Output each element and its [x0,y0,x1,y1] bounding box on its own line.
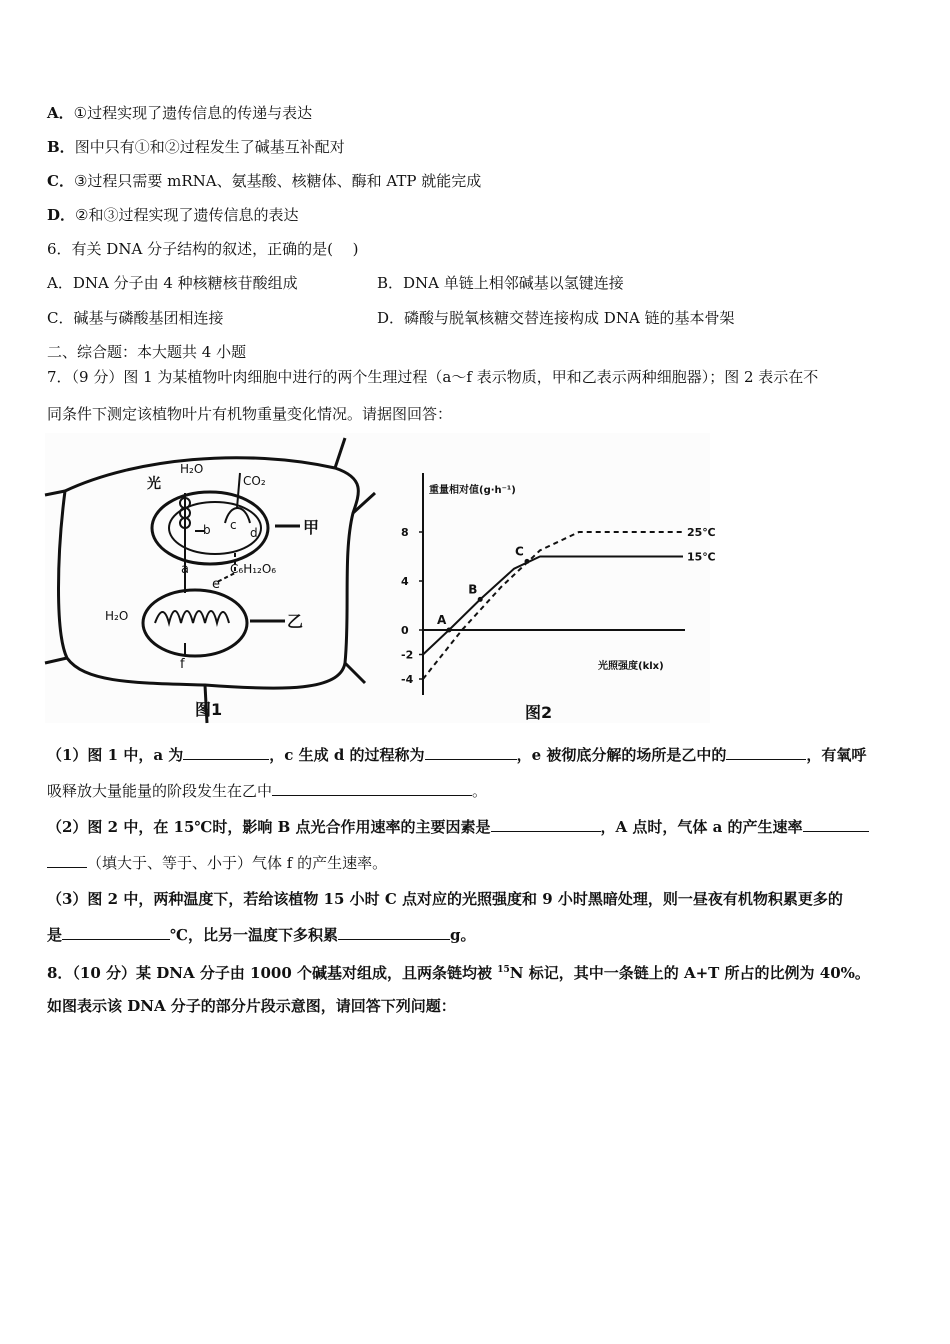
blank-2[interactable] [425,745,517,760]
figure-2-caption: 图2 [525,703,553,722]
chart-legend-label: 15℃ [687,550,716,564]
label-f: f [180,657,185,672]
q7-part3-line2: 是 ℃，比另一温度下多积累 g。 [47,926,476,944]
q6-option-a: A．DNA 分子由 4 种核糖核苷酸组成 [47,274,298,292]
q6-row-1 [47,273,847,293]
q6-row-2 [47,308,847,328]
blank-8[interactable] [338,925,450,940]
q8-stem-line2: 如图表示该 DNA 分子的部分片段示意图，请回答下列问题： [47,997,456,1015]
chart-y-tick-label: 8 [401,526,409,539]
label-b: b [203,523,211,537]
blank-7[interactable] [62,925,170,940]
q5-option-d: D．②和③过程实现了遗传信息的表达 [47,206,299,224]
chart-y-label: 重量相对值(g·h⁻¹) [429,485,516,496]
figure-1-caption: 图1 [195,700,223,719]
label-co2: CO₂ [243,474,266,488]
chart-y-tick-label: -2 [401,648,414,662]
blank-6-continued[interactable] [47,853,87,868]
label-c: c [230,518,237,532]
chart-y-tick-label: -4 [401,673,414,686]
label-jia: 甲 [303,518,320,537]
q6-option-b: B．DNA 单链上相邻碱基以氢键连接 [377,274,624,292]
q5-option-c: C．③过程只需要 mRNA、氨基酸、核糖体、酶和 ATP 就能完成 [47,172,482,190]
q7-stem-line2: 同条件下测定该植物叶片有机物重量变化情况。请据图回答： [47,405,453,423]
label-e: e [212,577,220,592]
q7-part2-line2: （填大于、等于、小于）气体 f 的产生速率。 [47,853,387,873]
label-light: 光 [147,476,161,492]
chart-point [525,559,530,564]
label-h2o-top: H₂O [180,462,204,476]
chart-y-tick-label: 0 [401,624,409,637]
q5-option-b: B．图中只有①和②过程发生了碱基互补配对 [47,138,345,156]
blank-6[interactable] [803,817,869,832]
chart-legend-label: 25℃ [687,526,716,539]
blank-3[interactable] [726,745,806,760]
q7-stem-line1: 7．（9 分）图 1 为某植物叶肉细胞中进行的两个生理过程（a～f 表示物质，甲和乙表示两种细胞器）；图 2 表示在不 [47,368,819,386]
q7-part3-line1: （3）图 2 中，两种温度下，若给该植物 15 小时 C 点对应的光照强度和 9 小时黑暗处理，则一昼夜有机物积累更多的 [47,890,843,908]
figure-background [45,433,710,723]
q6-option-c: C．碱基与磷酸基团相连接 [47,309,224,327]
q7-part1-line2: 吸释放大量能量的阶段发生在乙中 。 [47,782,488,800]
figure-1-and-2 [45,433,716,723]
q5-option-a: A．①过程实现了遗传信息的传递与表达 [47,104,313,122]
chart-point-label: B [468,582,478,597]
chart-y-tick-label: 4 [401,575,409,588]
label-c6h12o6: C₆H₁₂O₆ [230,562,277,576]
blank-4[interactable] [272,781,472,796]
label-h2o-left: H₂O [105,609,129,623]
chart-point [447,628,452,633]
q7-part1-line1: （1）图 1 中，a 为 ，c 生成 d 的过程称为 ，e 被彻底分解的场所是乙中的 ，有氧呼 [47,746,867,764]
q6-stem: 6．有关 DNA 分子结构的叙述，正确的是( ) [47,240,359,258]
q8-stem-line1: 8．（10 分）某 DNA 分子由 1000 个碱基对组成，且两条链均被 $^{15}$N 标记，其中一条链上的 A+T 所占的比例为 40%。 [47,964,870,982]
label-yi: 乙 [287,612,304,631]
chart-point-label: A [437,613,447,627]
label-d: d [250,526,258,540]
chart-x-label: 光照强度(klx) [598,661,664,672]
blank-1[interactable] [183,745,269,760]
chart-point [478,597,483,602]
q7-part2-line1: （2）图 2 中，在 15℃时，影响 B 点光合作用速率的主要因素是 ，A 点时，气体 a 的产生速率 [47,817,869,837]
label-a: a [181,562,189,577]
chart-point-label: C [515,544,524,559]
section-heading: 二、综合题：本大题共 4 小题 [47,343,247,361]
blank-5[interactable] [491,817,601,832]
q6-option-d: D．磷酸与脱氧核糖交替连接构成 DNA 链的基本骨架 [377,309,735,327]
